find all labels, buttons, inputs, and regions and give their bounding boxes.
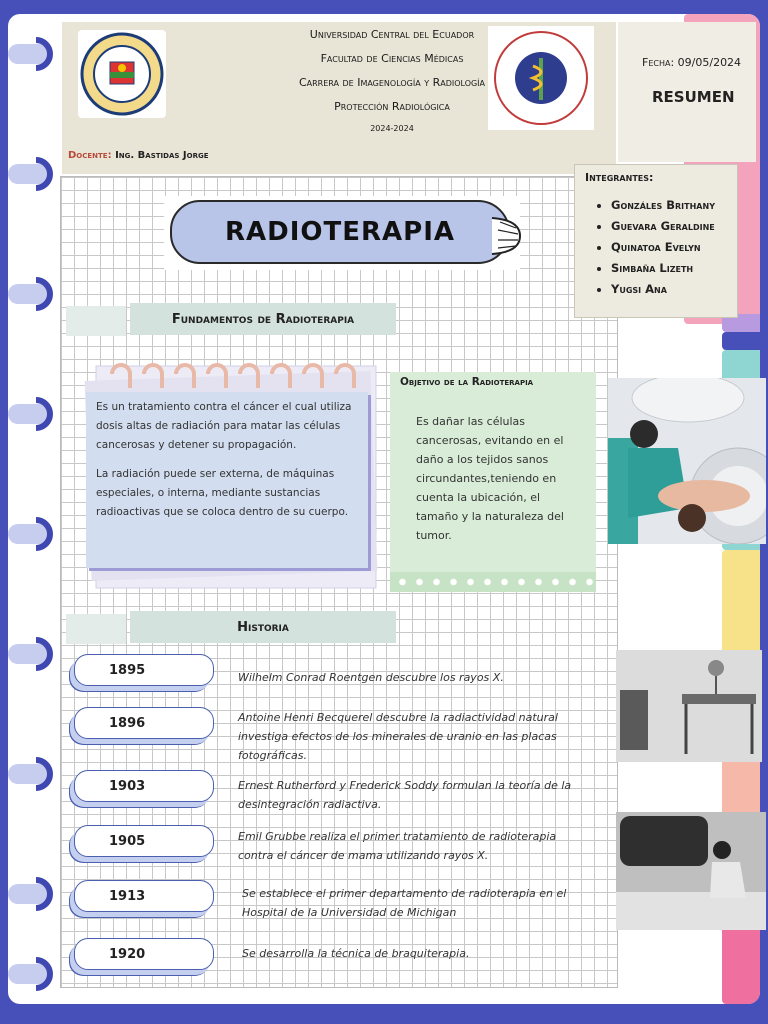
faculty-name: Facultad de Ciencias Médicas xyxy=(320,52,464,65)
historic-treatment-image xyxy=(616,812,766,930)
event-text: Se establece el primer departamento de radioterapia en el Hospital de la Universidad de Michigan xyxy=(242,887,567,919)
docente xyxy=(68,150,208,161)
historic-equipment-image xyxy=(616,650,762,762)
section-heading-fundamentos: Fundamentos de Radioterapia xyxy=(130,303,396,335)
seal-right-icon xyxy=(491,28,591,128)
fundamentos-paragraph-1: Es un tratamiento contra el cáncer el cual utiliza dosis altas de radiación para matar las células cancerosas y detener su propagación. xyxy=(96,401,352,451)
historic-treatment-photo xyxy=(616,812,766,930)
event-text: Emil Grubbe realiza el primer tratamiento de radioterapia contra el cáncer de mama utilizando rayos X. xyxy=(238,830,557,862)
integrantes-title: Integrantes: xyxy=(585,171,654,184)
member: • Quinatoa Evelyn xyxy=(611,237,715,258)
objetivo-text: Es dañar las células cancerosas, evitando en el daño a los tejidos sanos circundantes,teniendo en cuenta la ubicación, el tamaño y la naturaleza del tumor. xyxy=(416,415,564,542)
event-text: Se desarrolla la técnica de braquiterapia. xyxy=(242,947,470,960)
page-title: RADIOTERAPIA xyxy=(170,200,510,264)
member: • Simbaña Lizeth xyxy=(611,258,715,279)
fundamentos-card xyxy=(86,392,368,568)
period: 2024-2024 xyxy=(370,124,414,133)
event-text: Wilhelm Conrad Roentgen descubre los rayos X. xyxy=(238,671,504,684)
university-name: Universidad Central del Ecuador xyxy=(309,28,475,41)
section-heading-historia: Historia xyxy=(130,611,396,643)
year-pill: 1920 xyxy=(74,938,214,970)
event-text: Ernest Rutherford y Frederick Soddy formulan la teoría de la desintegración radiactiva. xyxy=(238,779,572,811)
seal-left-icon xyxy=(80,32,164,116)
faculty-seal-right xyxy=(488,26,594,130)
member: • Yugsi Ana xyxy=(611,279,715,300)
objetivo-box xyxy=(390,372,596,592)
member: • Gonzáles Brithany xyxy=(611,195,715,216)
career-name: Carrera de Imagenología y Radiología xyxy=(298,76,486,89)
dots-decoration xyxy=(390,572,596,592)
year-pill: 1903 xyxy=(74,770,214,802)
university-seal-left xyxy=(78,30,166,118)
year-pill: 1896 xyxy=(74,707,214,739)
doc-type: RESUMEN xyxy=(652,88,735,106)
docente-name: Ing. Bastidas Jorge xyxy=(115,150,209,161)
radiotherapy-photo xyxy=(608,378,766,544)
year-pill: 1905 xyxy=(74,825,214,857)
members-list xyxy=(589,195,715,300)
member: • Guevara Geraldine xyxy=(611,216,715,237)
section-tab-fundamentos xyxy=(66,306,126,336)
subject-name: Protección Radiológica xyxy=(334,100,450,113)
objetivo-heading: Objetivo de la Radioterapia xyxy=(400,376,534,388)
date-label: Fecha: 09/05/2024 xyxy=(642,56,742,69)
date-box xyxy=(618,22,756,162)
tab-blue xyxy=(722,332,760,350)
integrantes-box xyxy=(574,164,738,318)
year-pill: 1895 xyxy=(74,654,214,686)
docente-label: Docente: xyxy=(68,150,112,161)
historic-xray-photo xyxy=(616,650,762,762)
header xyxy=(62,22,616,174)
pencil-tip-icon xyxy=(490,214,524,258)
event-text: Antoine Henri Becquerel descubre la radiactividad natural investiga efectos de los minerales de uranio en las placas fotográficas. xyxy=(238,711,558,762)
year-pill: 1913 xyxy=(74,880,214,912)
fundamentos-paragraph-2: La radiación puede ser externa, de máquinas especiales, o interna, mediante sustancias radioactivas que se coloca dentro de su cuerpo. xyxy=(96,468,349,518)
section-tab-historia xyxy=(66,614,126,644)
linac-photo-image xyxy=(608,378,766,544)
